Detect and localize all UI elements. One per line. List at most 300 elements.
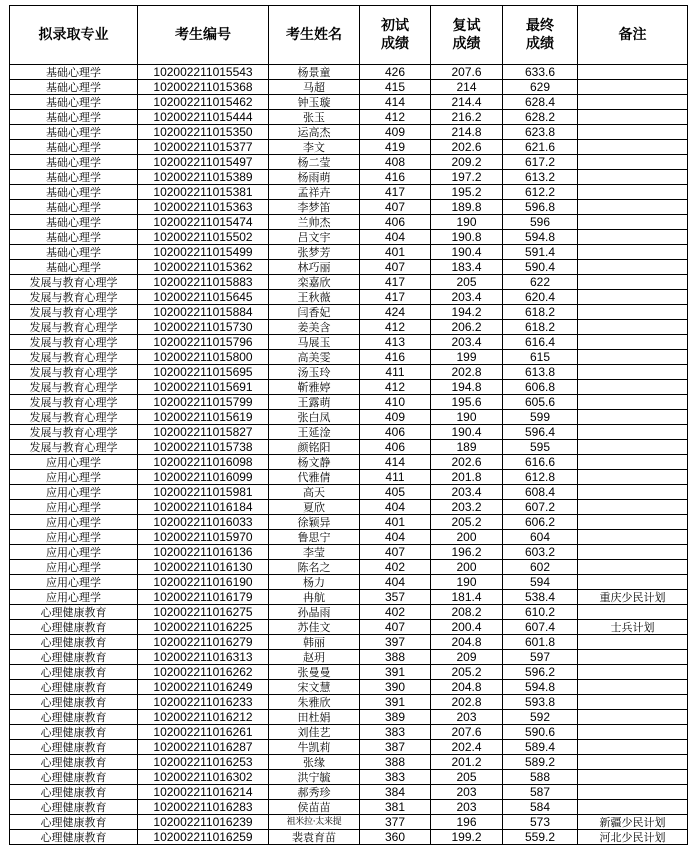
cell-retest-score: 214.4 bbox=[431, 95, 503, 110]
cell-note bbox=[578, 455, 688, 470]
cell-major: 基础心理学 bbox=[10, 125, 138, 140]
cell-candidate-name: 兰帅杰 bbox=[269, 215, 360, 230]
cell-note bbox=[578, 665, 688, 680]
table-body bbox=[10, 65, 688, 845]
cell-final-score: 594 bbox=[503, 575, 578, 590]
cell-note bbox=[578, 515, 688, 530]
cell-candidate-name: 林巧丽 bbox=[269, 260, 360, 275]
cell-candidate-id: 102002211015884 bbox=[138, 305, 269, 320]
cell-final-score: 613.8 bbox=[503, 365, 578, 380]
cell-retest-score: 190 bbox=[431, 410, 503, 425]
cell-retest-score: 204.8 bbox=[431, 635, 503, 650]
cell-candidate-id: 102002211016130 bbox=[138, 560, 269, 575]
cell-candidate-name: 高美雯 bbox=[269, 350, 360, 365]
cell-final-score: 538.4 bbox=[503, 590, 578, 605]
cell-note: 河北少民计划 bbox=[578, 830, 688, 845]
cell-final-score: 602 bbox=[503, 560, 578, 575]
cell-initial-score: 412 bbox=[360, 380, 431, 395]
cell-candidate-id: 102002211015800 bbox=[138, 350, 269, 365]
cell-retest-score: 202.8 bbox=[431, 365, 503, 380]
cell-retest-score: 199.2 bbox=[431, 830, 503, 845]
cell-note bbox=[578, 215, 688, 230]
table-row bbox=[10, 410, 688, 425]
cell-major: 心理健康教育 bbox=[10, 665, 138, 680]
cell-candidate-name: 朱雅欣 bbox=[269, 695, 360, 710]
cell-initial-score: 401 bbox=[360, 515, 431, 530]
cell-initial-score: 402 bbox=[360, 560, 431, 575]
table-row bbox=[10, 560, 688, 575]
cell-major: 应用心理学 bbox=[10, 545, 138, 560]
table-row bbox=[10, 680, 688, 695]
cell-final-score: 629 bbox=[503, 80, 578, 95]
cell-retest-score: 216.2 bbox=[431, 110, 503, 125]
cell-candidate-name: 靳雅婷 bbox=[269, 380, 360, 395]
cell-initial-score: 383 bbox=[360, 770, 431, 785]
cell-final-score: 622 bbox=[503, 275, 578, 290]
cell-major: 发展与教育心理学 bbox=[10, 290, 138, 305]
cell-final-score: 592 bbox=[503, 710, 578, 725]
cell-note bbox=[578, 800, 688, 815]
cell-candidate-name: 李文 bbox=[269, 140, 360, 155]
cell-candidate-id: 102002211016214 bbox=[138, 785, 269, 800]
cell-note bbox=[578, 695, 688, 710]
cell-note bbox=[578, 260, 688, 275]
table-row bbox=[10, 185, 688, 200]
cell-candidate-name: 杨文静 bbox=[269, 455, 360, 470]
cell-candidate-name: 代雅倩 bbox=[269, 470, 360, 485]
cell-retest-score: 190 bbox=[431, 215, 503, 230]
cell-note bbox=[578, 410, 688, 425]
cell-candidate-name: 姜美含 bbox=[269, 320, 360, 335]
table-row bbox=[10, 425, 688, 440]
cell-initial-score: 407 bbox=[360, 260, 431, 275]
cell-initial-score: 404 bbox=[360, 230, 431, 245]
cell-retest-score: 181.4 bbox=[431, 590, 503, 605]
cell-initial-score: 388 bbox=[360, 650, 431, 665]
cell-candidate-name: 张白凤 bbox=[269, 410, 360, 425]
table-row bbox=[10, 755, 688, 770]
cell-candidate-name: 孙晶雨 bbox=[269, 605, 360, 620]
header-final-line2: 成绩 bbox=[526, 36, 554, 52]
cell-candidate-id: 102002211015645 bbox=[138, 290, 269, 305]
cell-retest-score: 200.4 bbox=[431, 620, 503, 635]
cell-note bbox=[578, 440, 688, 455]
cell-initial-score: 417 bbox=[360, 290, 431, 305]
cell-candidate-id: 102002211015738 bbox=[138, 440, 269, 455]
cell-final-score: 621.6 bbox=[503, 140, 578, 155]
cell-final-score: 623.8 bbox=[503, 125, 578, 140]
cell-note bbox=[578, 785, 688, 800]
cell-major: 应用心理学 bbox=[10, 575, 138, 590]
cell-note bbox=[578, 680, 688, 695]
table-row bbox=[10, 710, 688, 725]
cell-note bbox=[578, 530, 688, 545]
cell-candidate-id: 102002211015827 bbox=[138, 425, 269, 440]
table-row bbox=[10, 95, 688, 110]
cell-retest-score: 183.4 bbox=[431, 260, 503, 275]
cell-final-score: 608.4 bbox=[503, 485, 578, 500]
cell-note bbox=[578, 725, 688, 740]
cell-retest-score: 202.6 bbox=[431, 140, 503, 155]
cell-candidate-id: 102002211016275 bbox=[138, 605, 269, 620]
table-row bbox=[10, 290, 688, 305]
cell-initial-score: 357 bbox=[360, 590, 431, 605]
cell-final-score: 604 bbox=[503, 530, 578, 545]
cell-candidate-id: 102002211015363 bbox=[138, 200, 269, 215]
table-row bbox=[10, 785, 688, 800]
cell-final-score: 593.8 bbox=[503, 695, 578, 710]
cell-candidate-name: 杨雨萌 bbox=[269, 170, 360, 185]
cell-candidate-id: 102002211015691 bbox=[138, 380, 269, 395]
table-row bbox=[10, 620, 688, 635]
cell-candidate-name: 王秋薇 bbox=[269, 290, 360, 305]
cell-major: 应用心理学 bbox=[10, 515, 138, 530]
cell-initial-score: 419 bbox=[360, 140, 431, 155]
cell-retest-score: 209 bbox=[431, 650, 503, 665]
cell-note bbox=[578, 125, 688, 140]
cell-initial-score: 410 bbox=[360, 395, 431, 410]
cell-initial-score: 406 bbox=[360, 425, 431, 440]
cell-retest-score: 203 bbox=[431, 710, 503, 725]
cell-initial-score: 409 bbox=[360, 125, 431, 140]
cell-retest-score: 200 bbox=[431, 530, 503, 545]
cell-retest-score: 203.2 bbox=[431, 500, 503, 515]
cell-final-score: 603.2 bbox=[503, 545, 578, 560]
cell-note bbox=[578, 575, 688, 590]
cell-final-score: 616.6 bbox=[503, 455, 578, 470]
cell-note bbox=[578, 140, 688, 155]
cell-candidate-id: 102002211015497 bbox=[138, 155, 269, 170]
cell-initial-score: 415 bbox=[360, 80, 431, 95]
admission-table-container bbox=[9, 5, 688, 845]
cell-final-score: 596.4 bbox=[503, 425, 578, 440]
cell-retest-score: 205 bbox=[431, 770, 503, 785]
cell-initial-score: 391 bbox=[360, 695, 431, 710]
cell-candidate-name: 韩丽 bbox=[269, 635, 360, 650]
cell-initial-score: 405 bbox=[360, 485, 431, 500]
table-row bbox=[10, 545, 688, 560]
cell-candidate-name: 赵玥 bbox=[269, 650, 360, 665]
cell-retest-score: 201.8 bbox=[431, 470, 503, 485]
cell-candidate-name: 苏佳文 bbox=[269, 620, 360, 635]
cell-final-score: 594.8 bbox=[503, 230, 578, 245]
cell-retest-score: 204.8 bbox=[431, 680, 503, 695]
cell-retest-score: 202.4 bbox=[431, 740, 503, 755]
cell-initial-score: 412 bbox=[360, 320, 431, 335]
cell-retest-score: 201.2 bbox=[431, 755, 503, 770]
cell-initial-score: 384 bbox=[360, 785, 431, 800]
cell-final-score: 587 bbox=[503, 785, 578, 800]
cell-retest-score: 203.4 bbox=[431, 290, 503, 305]
cell-candidate-name: 牛凯莉 bbox=[269, 740, 360, 755]
cell-candidate-name: 夏欣 bbox=[269, 500, 360, 515]
cell-final-score: 618.2 bbox=[503, 320, 578, 335]
cell-note bbox=[578, 605, 688, 620]
cell-major: 基础心理学 bbox=[10, 215, 138, 230]
cell-candidate-name: 李梦笛 bbox=[269, 200, 360, 215]
table-row bbox=[10, 230, 688, 245]
cell-initial-score: 413 bbox=[360, 335, 431, 350]
cell-major: 基础心理学 bbox=[10, 65, 138, 80]
cell-initial-score: 426 bbox=[360, 65, 431, 80]
cell-note bbox=[578, 95, 688, 110]
cell-retest-score: 189.8 bbox=[431, 200, 503, 215]
cell-final-score: 612.8 bbox=[503, 470, 578, 485]
cell-major: 发展与教育心理学 bbox=[10, 350, 138, 365]
cell-candidate-name: 田杜娟 bbox=[269, 710, 360, 725]
cell-candidate-name: 颜铭阳 bbox=[269, 440, 360, 455]
header-retest-line2: 成绩 bbox=[452, 36, 481, 52]
cell-candidate-id: 102002211016259 bbox=[138, 830, 269, 845]
cell-retest-score: 203 bbox=[431, 785, 503, 800]
cell-candidate-name: 张曼曼 bbox=[269, 665, 360, 680]
cell-major: 基础心理学 bbox=[10, 260, 138, 275]
cell-candidate-id: 102002211016283 bbox=[138, 800, 269, 815]
cell-note bbox=[578, 320, 688, 335]
cell-major: 基础心理学 bbox=[10, 110, 138, 125]
cell-major: 心理健康教育 bbox=[10, 740, 138, 755]
cell-note bbox=[578, 230, 688, 245]
cell-candidate-id: 102002211016287 bbox=[138, 740, 269, 755]
cell-initial-score: 407 bbox=[360, 200, 431, 215]
header-initial-line2: 成绩 bbox=[381, 36, 409, 52]
cell-note bbox=[578, 200, 688, 215]
table-row bbox=[10, 470, 688, 485]
cell-note bbox=[578, 155, 688, 170]
cell-initial-score: 414 bbox=[360, 455, 431, 470]
header-retest-score bbox=[431, 6, 503, 65]
table-row bbox=[10, 605, 688, 620]
cell-retest-score: 203.4 bbox=[431, 335, 503, 350]
cell-major: 心理健康教育 bbox=[10, 650, 138, 665]
cell-final-score: 605.6 bbox=[503, 395, 578, 410]
table-row bbox=[10, 695, 688, 710]
header-major: 拟录取专业 bbox=[10, 6, 138, 65]
cell-candidate-id: 102002211015695 bbox=[138, 365, 269, 380]
table-row bbox=[10, 380, 688, 395]
cell-major: 心理健康教育 bbox=[10, 680, 138, 695]
cell-note bbox=[578, 110, 688, 125]
cell-note bbox=[578, 65, 688, 80]
cell-candidate-id: 102002211016262 bbox=[138, 665, 269, 680]
cell-candidate-id: 102002211015474 bbox=[138, 215, 269, 230]
cell-candidate-name: 马展玉 bbox=[269, 335, 360, 350]
cell-final-score: 606.2 bbox=[503, 515, 578, 530]
table-row bbox=[10, 335, 688, 350]
cell-candidate-id: 102002211015381 bbox=[138, 185, 269, 200]
cell-retest-score: 205 bbox=[431, 275, 503, 290]
cell-retest-score: 203 bbox=[431, 800, 503, 815]
cell-note bbox=[578, 755, 688, 770]
cell-major: 心理健康教育 bbox=[10, 635, 138, 650]
cell-initial-score: 389 bbox=[360, 710, 431, 725]
cell-initial-score: 411 bbox=[360, 365, 431, 380]
cell-candidate-name: 王露萌 bbox=[269, 395, 360, 410]
cell-candidate-name: 张玉 bbox=[269, 110, 360, 125]
cell-initial-score: 404 bbox=[360, 530, 431, 545]
table-row bbox=[10, 800, 688, 815]
table-row bbox=[10, 635, 688, 650]
cell-initial-score: 360 bbox=[360, 830, 431, 845]
cell-candidate-id: 102002211015499 bbox=[138, 245, 269, 260]
table-row bbox=[10, 275, 688, 290]
cell-final-score: 589.2 bbox=[503, 755, 578, 770]
cell-final-score: 559.2 bbox=[503, 830, 578, 845]
cell-candidate-name: 李莹 bbox=[269, 545, 360, 560]
cell-candidate-name: 王延淦 bbox=[269, 425, 360, 440]
cell-retest-score: 190.8 bbox=[431, 230, 503, 245]
cell-major: 应用心理学 bbox=[10, 455, 138, 470]
cell-final-score: 617.2 bbox=[503, 155, 578, 170]
cell-major: 应用心理学 bbox=[10, 590, 138, 605]
cell-candidate-id: 102002211016279 bbox=[138, 635, 269, 650]
cell-candidate-name: 高天 bbox=[269, 485, 360, 500]
cell-note: 重庆少民计划 bbox=[578, 590, 688, 605]
cell-candidate-name: 吕文宇 bbox=[269, 230, 360, 245]
cell-candidate-name: 冉航 bbox=[269, 590, 360, 605]
cell-note bbox=[578, 350, 688, 365]
cell-major: 心理健康教育 bbox=[10, 830, 138, 845]
table-row bbox=[10, 245, 688, 260]
table-row bbox=[10, 650, 688, 665]
cell-candidate-name: 马超 bbox=[269, 80, 360, 95]
cell-candidate-id: 102002211016136 bbox=[138, 545, 269, 560]
cell-major: 发展与教育心理学 bbox=[10, 410, 138, 425]
cell-candidate-id: 102002211015543 bbox=[138, 65, 269, 80]
cell-initial-score: 401 bbox=[360, 245, 431, 260]
cell-final-score: 590.4 bbox=[503, 260, 578, 275]
cell-retest-score: 194.8 bbox=[431, 380, 503, 395]
table-row bbox=[10, 140, 688, 155]
table-row bbox=[10, 80, 688, 95]
cell-major: 基础心理学 bbox=[10, 200, 138, 215]
header-final-score bbox=[503, 6, 578, 65]
cell-candidate-id: 102002211015981 bbox=[138, 485, 269, 500]
cell-candidate-id: 102002211015377 bbox=[138, 140, 269, 155]
cell-candidate-id: 102002211015796 bbox=[138, 335, 269, 350]
cell-candidate-id: 102002211015350 bbox=[138, 125, 269, 140]
cell-candidate-id: 102002211016184 bbox=[138, 500, 269, 515]
table-row bbox=[10, 575, 688, 590]
cell-initial-score: 391 bbox=[360, 665, 431, 680]
cell-note bbox=[578, 365, 688, 380]
table-row bbox=[10, 500, 688, 515]
cell-candidate-id: 102002211016225 bbox=[138, 620, 269, 635]
cell-candidate-id: 102002211016261 bbox=[138, 725, 269, 740]
table-row bbox=[10, 365, 688, 380]
table-row bbox=[10, 440, 688, 455]
header-candidate-id: 考生编号 bbox=[138, 6, 269, 65]
cell-initial-score: 408 bbox=[360, 155, 431, 170]
cell-candidate-id: 102002211016313 bbox=[138, 650, 269, 665]
cell-major: 发展与教育心理学 bbox=[10, 425, 138, 440]
cell-major: 应用心理学 bbox=[10, 560, 138, 575]
cell-major: 基础心理学 bbox=[10, 170, 138, 185]
cell-final-score: 633.6 bbox=[503, 65, 578, 80]
cell-retest-score: 196.2 bbox=[431, 545, 503, 560]
cell-initial-score: 416 bbox=[360, 350, 431, 365]
cell-candidate-name: 祖米拉·太来提 bbox=[269, 815, 360, 830]
cell-final-score: 596.8 bbox=[503, 200, 578, 215]
cell-initial-score: 381 bbox=[360, 800, 431, 815]
table-row bbox=[10, 515, 688, 530]
cell-retest-score: 205.2 bbox=[431, 515, 503, 530]
cell-initial-score: 406 bbox=[360, 440, 431, 455]
table-row bbox=[10, 740, 688, 755]
cell-retest-score: 203.4 bbox=[431, 485, 503, 500]
cell-retest-score: 197.2 bbox=[431, 170, 503, 185]
cell-note bbox=[578, 290, 688, 305]
cell-note bbox=[578, 560, 688, 575]
cell-candidate-id: 102002211015444 bbox=[138, 110, 269, 125]
cell-candidate-id: 102002211016233 bbox=[138, 695, 269, 710]
cell-initial-score: 411 bbox=[360, 470, 431, 485]
cell-retest-score: 196 bbox=[431, 815, 503, 830]
table-row bbox=[10, 455, 688, 470]
cell-note bbox=[578, 380, 688, 395]
admission-table bbox=[9, 5, 688, 845]
cell-major: 发展与教育心理学 bbox=[10, 275, 138, 290]
cell-candidate-name: 杨二莹 bbox=[269, 155, 360, 170]
cell-note bbox=[578, 710, 688, 725]
cell-retest-score: 205.2 bbox=[431, 665, 503, 680]
cell-candidate-name: 汤玉玲 bbox=[269, 365, 360, 380]
cell-candidate-name: 钟玉璇 bbox=[269, 95, 360, 110]
cell-initial-score: 387 bbox=[360, 740, 431, 755]
cell-candidate-name: 侯苗苗 bbox=[269, 800, 360, 815]
cell-initial-score: 377 bbox=[360, 815, 431, 830]
header-retest-line1: 复试 bbox=[452, 18, 481, 34]
cell-major: 基础心理学 bbox=[10, 140, 138, 155]
table-row bbox=[10, 170, 688, 185]
cell-note bbox=[578, 305, 688, 320]
cell-final-score: 573 bbox=[503, 815, 578, 830]
table-row bbox=[10, 305, 688, 320]
cell-final-score: 607.4 bbox=[503, 620, 578, 635]
cell-final-score: 595 bbox=[503, 440, 578, 455]
cell-initial-score: 404 bbox=[360, 575, 431, 590]
cell-major: 心理健康教育 bbox=[10, 620, 138, 635]
cell-note bbox=[578, 740, 688, 755]
table-row bbox=[10, 665, 688, 680]
cell-candidate-id: 102002211016179 bbox=[138, 590, 269, 605]
cell-candidate-name: 运高杰 bbox=[269, 125, 360, 140]
header-final-line1: 最终 bbox=[526, 18, 554, 34]
cell-final-score: 616.4 bbox=[503, 335, 578, 350]
cell-candidate-name: 杨力 bbox=[269, 575, 360, 590]
cell-initial-score: 402 bbox=[360, 605, 431, 620]
cell-retest-score: 190.4 bbox=[431, 425, 503, 440]
cell-candidate-name: 洪宁毓 bbox=[269, 770, 360, 785]
table-row bbox=[10, 200, 688, 215]
cell-major: 发展与教育心理学 bbox=[10, 320, 138, 335]
cell-initial-score: 416 bbox=[360, 170, 431, 185]
cell-initial-score: 409 bbox=[360, 410, 431, 425]
cell-major: 心理健康教育 bbox=[10, 755, 138, 770]
cell-major: 基础心理学 bbox=[10, 95, 138, 110]
cell-candidate-name: 裴袁育苗 bbox=[269, 830, 360, 845]
cell-candidate-id: 102002211016253 bbox=[138, 755, 269, 770]
cell-retest-score: 190 bbox=[431, 575, 503, 590]
cell-candidate-name: 孟祥卉 bbox=[269, 185, 360, 200]
cell-major: 基础心理学 bbox=[10, 80, 138, 95]
cell-candidate-id: 102002211015362 bbox=[138, 260, 269, 275]
cell-retest-score: 208.2 bbox=[431, 605, 503, 620]
cell-retest-score: 209.2 bbox=[431, 155, 503, 170]
cell-candidate-id: 102002211016212 bbox=[138, 710, 269, 725]
cell-final-score: 591.4 bbox=[503, 245, 578, 260]
cell-candidate-id: 102002211016239 bbox=[138, 815, 269, 830]
